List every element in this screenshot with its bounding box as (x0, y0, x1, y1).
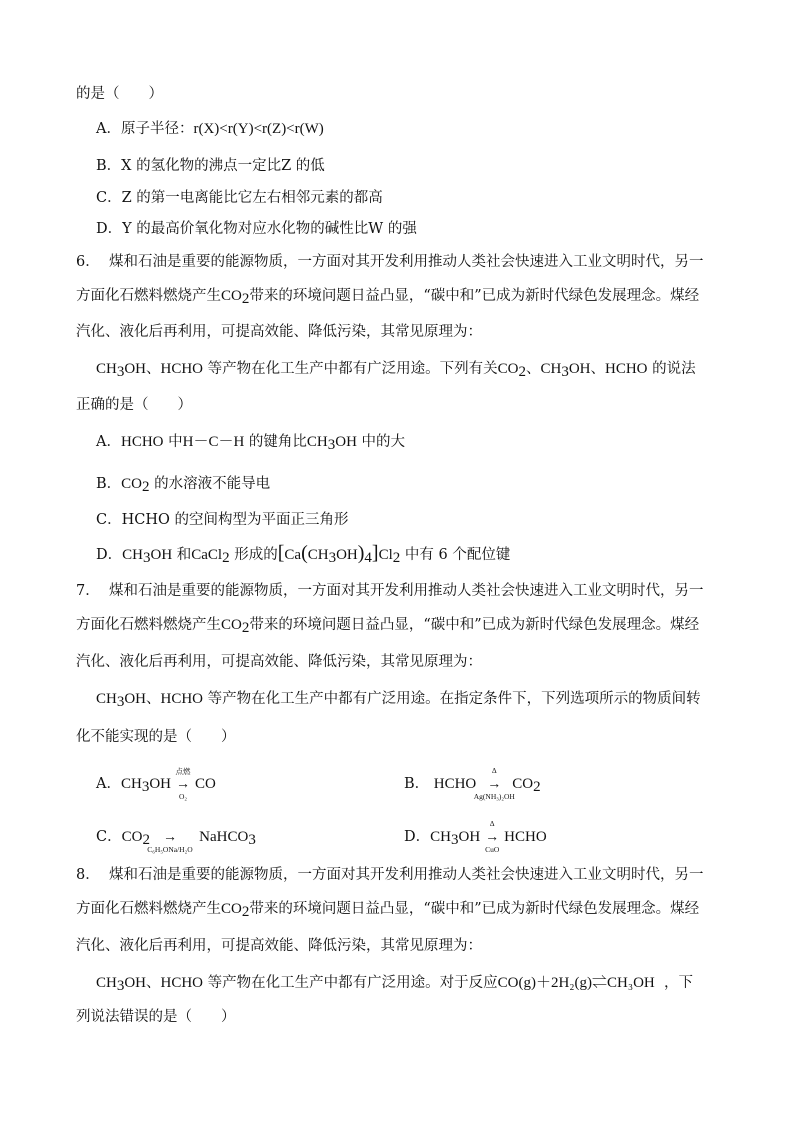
q6-intro-line2: 方面化石燃料燃烧产生CO2带来的环境问题日益凸显，“碳中和”已成为新时代绿色发展理念。煤经 (76, 288, 700, 307)
q6-option-b: B．CO2 的水溶液不能导电 (96, 476, 271, 495)
q6-option-c: C．HCHO 的空间构型为平面正三角形 (96, 512, 349, 528)
q7-option-b: B． HCHO Δ → Ag(NH₃)₂OH CO2 (404, 766, 541, 801)
q6-intro-line3: 汽化、液化后再利用，可提高效能、降低污染，其常见原理为： (76, 324, 482, 340)
q6-option-d: D．CH3OH 和CaCl2 形成的[Ca(CH3OH)4]Cl2 中有 6 个配位键 (96, 542, 511, 566)
q6-intro-line1: 6． 煤和石油是重要的能源物质，一方面对其开发利用推动人类社会快速进入工业文明时代，另一 (76, 254, 704, 270)
q5-option-a: A．原子半径：r(X)<r(Y)<r(Z)<r(W) (96, 121, 324, 137)
q5-option-b: B．X 的氢化物的沸点一定比Z 的低 (96, 158, 325, 174)
q8-intro-line2: 方面化石燃料燃烧产生CO2带来的环境问题日益凸显，“碳中和”已成为新时代绿色发展理念。煤经 (76, 901, 700, 920)
q8-intro-line3: 汽化、液化后再利用，可提高效能、降低污染，其常见原理为： (76, 938, 482, 954)
q5-option-c: C．Z 的第一电离能比它左右相邻元素的都高 (96, 190, 383, 206)
reaction-arrow-icon: 点燃 → O₂ (175, 767, 191, 801)
q6-stem-tail: 正确的是（ ） (76, 397, 192, 413)
q7-number: 7． (76, 583, 100, 599)
q7-stem-tail: 化不能实现的是（ ） (76, 729, 236, 745)
q8-reaction-equation: CO(g)＋2H₂(g)⇌CH₃OH (497, 975, 655, 991)
q8-intro-line4: CH3OH、HCHO 等产物在化工生产中都有广泛用途。对于反应CO(g)＋2H₂(g)⇌CH₃OH ，下 (96, 975, 693, 994)
q7-intro-line4: CH3OH、HCHO 等产物在化工生产中都有广泛用途。在指定条件下，下列选项所示的物质间转 (96, 691, 701, 710)
q7-intro-line2: 方面化石燃料燃烧产生CO2带来的环境问题日益凸显，“碳中和”已成为新时代绿色发展理念。煤经 (76, 617, 700, 636)
q6-intro-line4: CH3OH、HCHO 等产物在化工生产中都有广泛用途。下列有关CO2、CH3OH、HCHO 的说法 (96, 361, 696, 380)
q7-intro-line1: 7． 煤和石油是重要的能源物质，一方面对其开发利用推动人类社会快速进入工业文明时代，另一 (76, 583, 704, 599)
reaction-arrow-icon: Δ → Ag(NH₃)₂OH (473, 766, 515, 801)
q6-number: 6． (76, 254, 100, 270)
q5-option-d: D．Y 的最高价氧化物对应水化物的碱性比W 的强 (96, 221, 417, 237)
q6-option-a: A．HCHO 中H－C－H 的键角比CH3OH 中的大 (96, 434, 406, 453)
q5-stem-tail: 的是（ ） (76, 86, 163, 102)
q7-option-c: C．CO2 → C₆H₅ONa/H₂O NaHCO3 (96, 829, 256, 854)
q8-intro-line1: 8． 煤和石油是重要的能源物质，一方面对其开发利用推动人类社会快速进入工业文明时代，另一 (76, 867, 704, 883)
q8-stem-tail: 列说法错误的是（ ） (76, 1009, 236, 1025)
reaction-arrow-icon: Δ → CuO (485, 819, 500, 854)
reaction-arrow-icon: → C₆H₅ONa/H₂O (147, 830, 193, 854)
q7-option-a: A．CH3OH 点燃 → O₂ CO (96, 767, 216, 801)
q7-intro-line3: 汽化、液化后再利用，可提高效能、降低污染，其常见原理为： (76, 654, 482, 670)
q7-option-d: D．CH3OH Δ → CuO HCHO (404, 819, 547, 854)
q8-number: 8． (76, 867, 100, 883)
